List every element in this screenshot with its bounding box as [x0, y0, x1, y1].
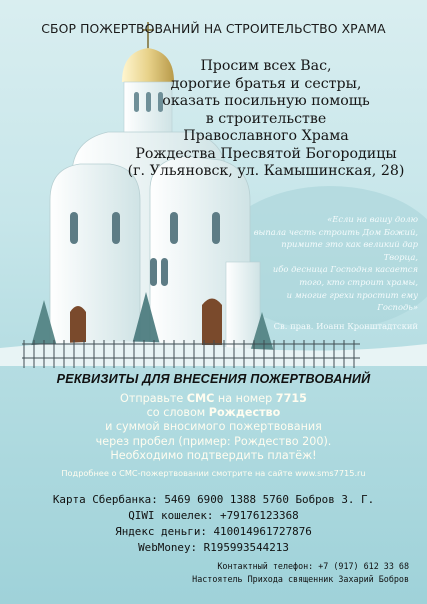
appeal-text — [118, 58, 414, 181]
appeal-line: Рождества Пресвятой Богородицы — [135, 145, 397, 162]
quote-line: ибо десница Господня касается — [272, 264, 418, 275]
sms-line: Отправьте СМС на номер 7715 — [120, 392, 307, 405]
sms-line: Необходимо подтвердить платёж! — [110, 448, 317, 462]
webmoney: WebMoney: R195993544213 — [138, 541, 289, 554]
quote-author: Св. прав. Иоанн Кронштадтский — [273, 320, 418, 331]
appeal-line: в строительстве — [205, 110, 327, 127]
parish-rector: Настоятель Прихода священник Захарий Бобров — [192, 573, 409, 584]
quote-line: выпала честь строить Дом Божий, — [253, 226, 418, 237]
quote-line: и многие грехи простит ему Господь» — [286, 289, 418, 313]
poster-title: СБОР ПОЖЕРТВОВАНИЙ НА СТРОИТЕЛЬСТВО ХРАМА — [41, 21, 386, 36]
sms-line: со словом Рождество — [146, 406, 281, 420]
quote-line: примите это как великий дар Творца, — [281, 239, 418, 262]
contact-info — [69, 560, 409, 586]
contact-phone: Контактный телефон: +7 (917) 612 33 68 — [217, 561, 409, 571]
qiwi-wallet: QIWI кошелек: +79176123368 — [128, 509, 299, 522]
sms-line: через пробел (пример: Рождество 200). — [95, 434, 332, 448]
appeal-line: оказать посильную помощь — [162, 93, 370, 109]
appeal-line: Просим всех Вас, — [200, 58, 332, 74]
appeal-line: Православного Храма — [183, 128, 349, 144]
quote-line: того, кто строит храмы, — [299, 276, 418, 287]
yandex-money: Яндекс деньги: 410014961727876 — [115, 525, 312, 538]
payment-details — [0, 492, 427, 556]
sms-line: и суммой вносимого пожертвования — [105, 420, 322, 434]
quote-line: «Если на вашу долю — [327, 214, 418, 224]
appeal-line: дорогие братья и сестры, — [170, 75, 362, 92]
sberbank-card: Карта Сбербанка: 5469 6900 1388 5760 Бобров З. Г. — [52, 493, 375, 506]
appeal-line: (г. Ульяновск, ул. Камышинская, 28) — [127, 163, 405, 179]
quote-block — [246, 213, 418, 332]
sms-website-note: Подробнее о СМС-пожертвовании смотрите на сайте www.sms7715.ru — [61, 468, 366, 478]
requisites-heading: РЕКВИЗИТЫ ДЛЯ ВНЕСЕНИЯ ПОЖЕРТВОВАНИЙ — [56, 372, 371, 386]
sms-instructions — [0, 392, 427, 463]
church-door — [70, 306, 86, 345]
